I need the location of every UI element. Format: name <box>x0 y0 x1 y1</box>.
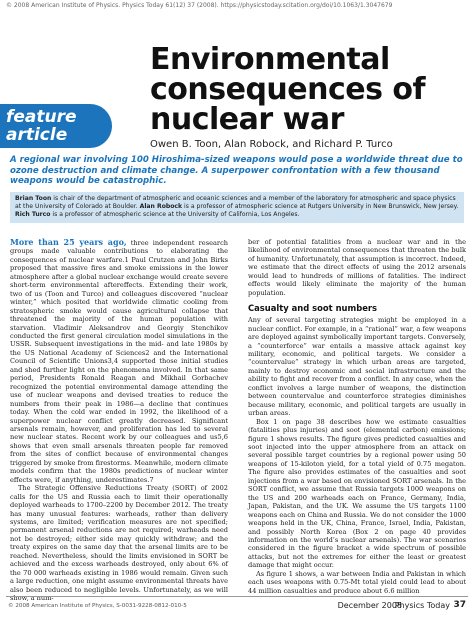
body-paragraph: The Strategic Offensive Reductions Treaty (SORT) of 2002 calls for the US and Russia each to limit their operationally deployed warheads to 1700–2200 by December 2012. The treaty has many unusual features: warheads, rather than delivery systems, are limited; verification measures are not specified; permanent arsenal reductions are not required; warheads need not be destroyed; either side may quickly withdraw; and the treaty expires on the same day that the arsenal limits are to be reached. Nevertheless, should the limits envisioned in SORT be achieved and the excess warheads destroyed, only about 6% of the 70 000 warheads existing in 1986 would remain. Given such a large reduction, one might assume environmental threats have also been reduced to negligible levels. Unfortunately, as we will show, a num- <box>10 484 228 603</box>
page-number: 37 <box>453 600 466 610</box>
footer-copyright: © 2008 American Institute of Physics, S-0031-9228-0812-010-5 <box>8 603 187 609</box>
authors-byline: Owen B. Toon, Alan Robock, and Richard P. Turco <box>150 139 393 150</box>
footer-date: December 2008 <box>337 601 402 610</box>
bio-text: is a professor of atmospheric science at the University of California, Los Angeles. <box>50 211 300 219</box>
author-bio-box <box>10 192 464 223</box>
footer-rule <box>6 596 468 597</box>
paragraph-text: three independent research groups made valuable contributions to elaborating the consequences of nuclear warfare.1 Paul Crutzen and John Birks proposed that massive fires and smoke emissions in the lower atmosphere after a global nuclear exchange would create severe short-term environmental aftereffects. Extending their work, two of us (Toon and Turco) and colleagues discovered “nuclear winter,” which posited that worldwide climatic cooling from stratospheric smoke would cause agricultural collapse that threatened the majority of the human population with starvation. Vladimir Aleksandrov and Georgiy Stenchikov conducted the first general circulation model simulations in the USSR. Subsequent investigations in the mid- and late 1980s by the US National Academy of Sciences2 and the International Council of Scientific Unions3,4 supported those initial studies and shed further light on the phenomena involved. In that same period, Presidents Ronald Reagan and Mikhail Gorbachev recognized the potential environmental damage attending the use of nuclear weapons and devised treaties to reduce the numbers from their peak in 1986—a decline that continues today. When the cold war ended in 1992, the likelihood of a superpower nuclear conflict greatly decreased. Significant arsenals remain, however, and proliferation has led to several new nuclear states. Recent work by our colleagues and us5,6 shows that even small arsenals threaten people far removed from the sites of conflict because of environmental changes triggered by smoke from firestorms. Meanwhile, modern climate models confirm that the 1980s predictions of nuclear winter effects were, if anything, underestimates.7 <box>10 239 229 484</box>
bio-text: is chair of the department of atmospheric and oceanic sciences and a member of the laboratory for atmospheric and space physics at the University of Colorado at Boulder. <box>15 195 456 211</box>
feature-article-tag <box>0 104 112 148</box>
bio-name: Brian Toon <box>15 195 52 202</box>
article-title <box>150 42 426 137</box>
bio-name: Rich Turco <box>15 211 51 219</box>
title-line: nuclear war <box>150 102 344 137</box>
copyright-line: © 2008 American Institute of Physics. Physics Today 61(12) 37 (2008). https://physicstoday.scitation.org/doi/10.1063/1.3047679 <box>6 2 393 9</box>
bio-name: Alan Robock <box>139 203 183 211</box>
body-column-right <box>248 238 466 595</box>
lead-in: More than 25 years ago, <box>10 237 127 247</box>
bio-text: is a professor of atmospheric science at Rutgers University in New Brunswick, New Jersey. <box>182 203 459 211</box>
body-paragraph <box>10 238 228 484</box>
body-paragraph: As figure 1 shows, a war between India and Pakistan in which each uses weapons with 0.75-Mt total yield could lead to about 44 million casualties and produce about 6.6 million <box>248 569 466 595</box>
title-line: consequences of <box>150 72 426 107</box>
article-summary: A regional war involving 100 Hiroshima-sized weapons would pose a worldwide threat due to ozone destruction and climate change. A superpower confrontation with a few thousand weapons would be catastrophic. <box>10 155 463 186</box>
feature-tag-line2: article <box>6 125 68 145</box>
body-column-left <box>10 238 228 602</box>
body-paragraph: ber of potential fatalities from a nuclear war and in the likelihood of environmental consequences that threaten the bulk of humanity. Unfortunately, that assumption is incorrect. Indeed, we estimate that the direct effects of using the 2012 arsenals would lead to hundreds of millions of fatalities. The indirect effects would likely eliminate the majority of the human population. <box>248 238 466 297</box>
body-paragraph: Box 1 on page 38 describes how we estimate casualties (fatalities plus injuries) and soot (elemental carbon) emissions; figure 1 shows results. The figure gives predicted casualties and soot injected into the upper atmosphere from an attack on several possible target countries by a regional power using 50 weapons of 15-kiloton yield, for a total yield of 0.75 megaton. The figure also provides estimates of the casualties and soot injections from a war based on envisioned SORT arsenals. In the SORT conflict, we assume that Russia targets 1000 weapons on the US and 200 warheads each on France, Germany, India, Japan, Pakistan, and the UK. We assume the US targets 1100 weapons each on China and Russia. We do not consider the 1000 weapons held in the UK, China, France, Israel, India, Pakistan, and possibly North Korea (Box 2 on page 40 provides information on the world’s nuclear arsenals). The war scenarios considered in the figure bracket a wide spectrum of possible attacks, but not the extremes for either the least or greatest damage that might occur. <box>248 417 466 570</box>
footer-journal-name: Physics Today <box>394 601 450 610</box>
title-line: Environmental <box>150 42 390 77</box>
body-paragraph: Any of several targeting strategies might be employed in a nuclear conflict. For example, in a “rational” war, a few weapons are deployed against symbolically important targets. Conversely, a “counterforce” war entails a massive attack against key military, economic, and political targets. We consider a “countervalue” strategy in which urban areas are targeted, mainly to destroy economic and social infrastructure and the ability to fight and recover from a conflict. In any case, when the conflict involves a large number of weapons, the distinction between countervalue and counterforce strategies diminishes because military, economic, and political targets are usually in urban areas. <box>248 316 466 418</box>
feature-tag-line1: feature <box>6 107 77 127</box>
section-heading: Casualty and soot numbers <box>248 303 378 314</box>
